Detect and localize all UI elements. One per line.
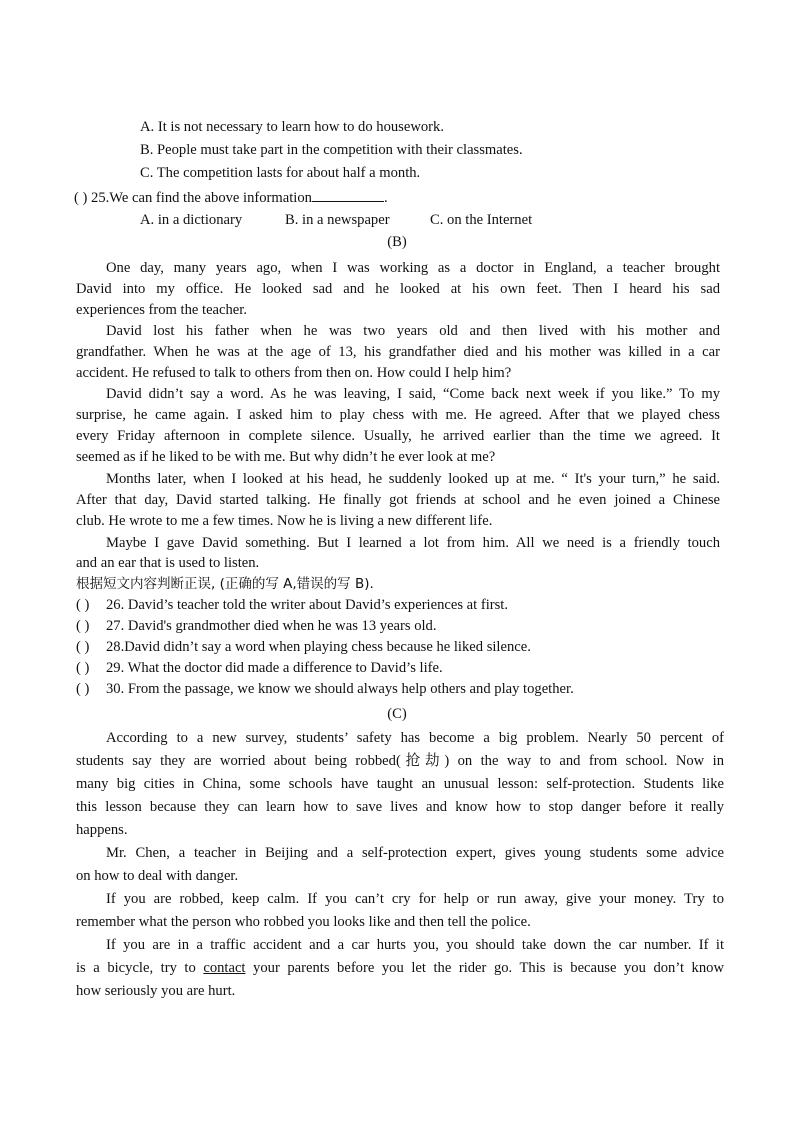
passage-c-line: students say they are worried about being robbed(抢劫) on the way to and from school. Now in (76, 753, 724, 769)
passage-b-heading: (B) (387, 234, 407, 250)
q25-option-c: C. on the Internet (430, 212, 533, 228)
passage-b-line: experiences from the teacher. (76, 302, 247, 318)
passage-b-line: Maybe I gave David something. But I learned a lot from him. All we need is a friendly touch (106, 535, 720, 551)
passage-b-line: and an ear that is used to listen. (76, 555, 260, 571)
underlined-word-contact: contact (203, 960, 246, 976)
q25-end: . (383, 190, 388, 206)
passage-c-line (76, 958, 724, 978)
passage-c-line: happens. (76, 822, 128, 838)
q25-option-b: B. in a newspaper (285, 212, 390, 228)
passage-c-line: According to a new survey, students’ safety has become a big problem. Nearly 50 percent of (106, 730, 724, 746)
tf-question-text: 26. David’s teacher told the writer about David’s experiences at first. (106, 597, 509, 613)
tf-answer-paren[interactable]: ( ) (76, 681, 90, 697)
tf-question-text: 27. David's grandmother died when he was 13 years old. (106, 618, 437, 634)
passage-b-line: David didn’t say a word. As he was leaving, I said, “Come back next week if you like.” To my (106, 386, 720, 402)
passage-c-line: on how to deal with danger. (76, 868, 239, 884)
passage-b-line: seemed as if he liked to be with me. But why didn’t he ever look at me? (76, 449, 496, 465)
passage-b-line: surprise, he came again. I asked him to play chess with me. He agreed. After that we played chess (76, 407, 720, 423)
passage-b-line: Months later, when I looked at his head, he suddenly looked up at me. “ It's your turn,” he said. (106, 471, 720, 487)
passage-c-line: remember what the person who robbed you looks like and then tell the police. (76, 914, 531, 930)
passage-b-line: accident. He refused to talk to others from then on. How could I help him? (76, 365, 512, 381)
passage-b-line: One day, many years ago, when I was working as a doctor in England, a teacher brought (106, 260, 720, 276)
q25-stem (74, 187, 388, 208)
passage-c-text: your parents before you let the rider go. This is because you don’t know (253, 960, 724, 976)
tf-instruction: 根据短文内容判断正误, (正确的写 A,错误的写 B). (76, 576, 374, 592)
passage-c-line: Mr. Chen, a teacher in Beijing and a self-protection expert, gives young students some advice (106, 845, 724, 861)
passage-c-heading: (C) (387, 706, 407, 722)
passage-c-line: many big cities in China, some schools have taught an unusual lesson: self-protection. Students like (76, 776, 724, 792)
passage-b-line: club. He wrote to me a few times. Now he is living a new different life. (76, 513, 493, 529)
passage-b-line: grandfather. When he was at the age of 13, his grandfather died and his mother was killed in a car (76, 344, 720, 360)
tf-question (76, 595, 508, 615)
q25-option-a: A. in a dictionary (140, 212, 243, 228)
tf-answer-paren[interactable]: ( ) (76, 618, 90, 634)
q25-text: 25.We can find the above information (91, 190, 312, 206)
tf-question (76, 616, 437, 636)
passage-b-line: every Friday afternoon in complete silence. Usually, he arrived earlier than the time we agreed. It (76, 428, 720, 444)
tf-question-text: 30. From the passage, we know we should always help others and play together. (106, 681, 574, 697)
q24-option-c: C. The competition lasts for about half a month. (140, 165, 421, 181)
passage-c-line: this lesson because they can learn how to save lives and know how to stop danger before it really (76, 799, 724, 815)
tf-answer-paren[interactable]: ( ) (76, 660, 90, 676)
tf-question-text: 29. What the doctor did made a difference to David’s life. (106, 660, 443, 676)
tf-question (76, 637, 531, 657)
q25-answer-paren[interactable]: ( ) (74, 190, 88, 206)
tf-answer-paren[interactable]: ( ) (76, 639, 90, 655)
q24-option-a: A. It is not necessary to learn how to do housework. (140, 119, 444, 135)
passage-c-line: If you are robbed, keep calm. If you can’t cry for help or run away, give your money. Try to (106, 891, 724, 907)
tf-question-text: 28.David didn’t say a word when playing chess because he liked silence. (106, 639, 531, 655)
passage-b-line: David into my office. He looked sad and he looked at his own feet. Then I heard his sad (76, 281, 720, 297)
tf-question (76, 658, 443, 678)
passage-b-line: David lost his father when he was two years old and then lived with his mother and (106, 323, 720, 339)
q25-blank[interactable] (312, 187, 384, 202)
passage-b-line: After that day, David started talking. He finally got friends at school and he even joined a Chinese (76, 492, 720, 508)
passage-c-text: is a bicycle, try to (76, 960, 196, 976)
tf-question (76, 679, 574, 699)
passage-c-line: If you are in a traffic accident and a car hurts you, you should take down the car number. If it (106, 937, 724, 953)
passage-c-line: how seriously you are hurt. (76, 983, 236, 999)
tf-answer-paren[interactable]: ( ) (76, 597, 90, 613)
q24-option-b: B. People must take part in the competition with their classmates. (140, 142, 523, 158)
